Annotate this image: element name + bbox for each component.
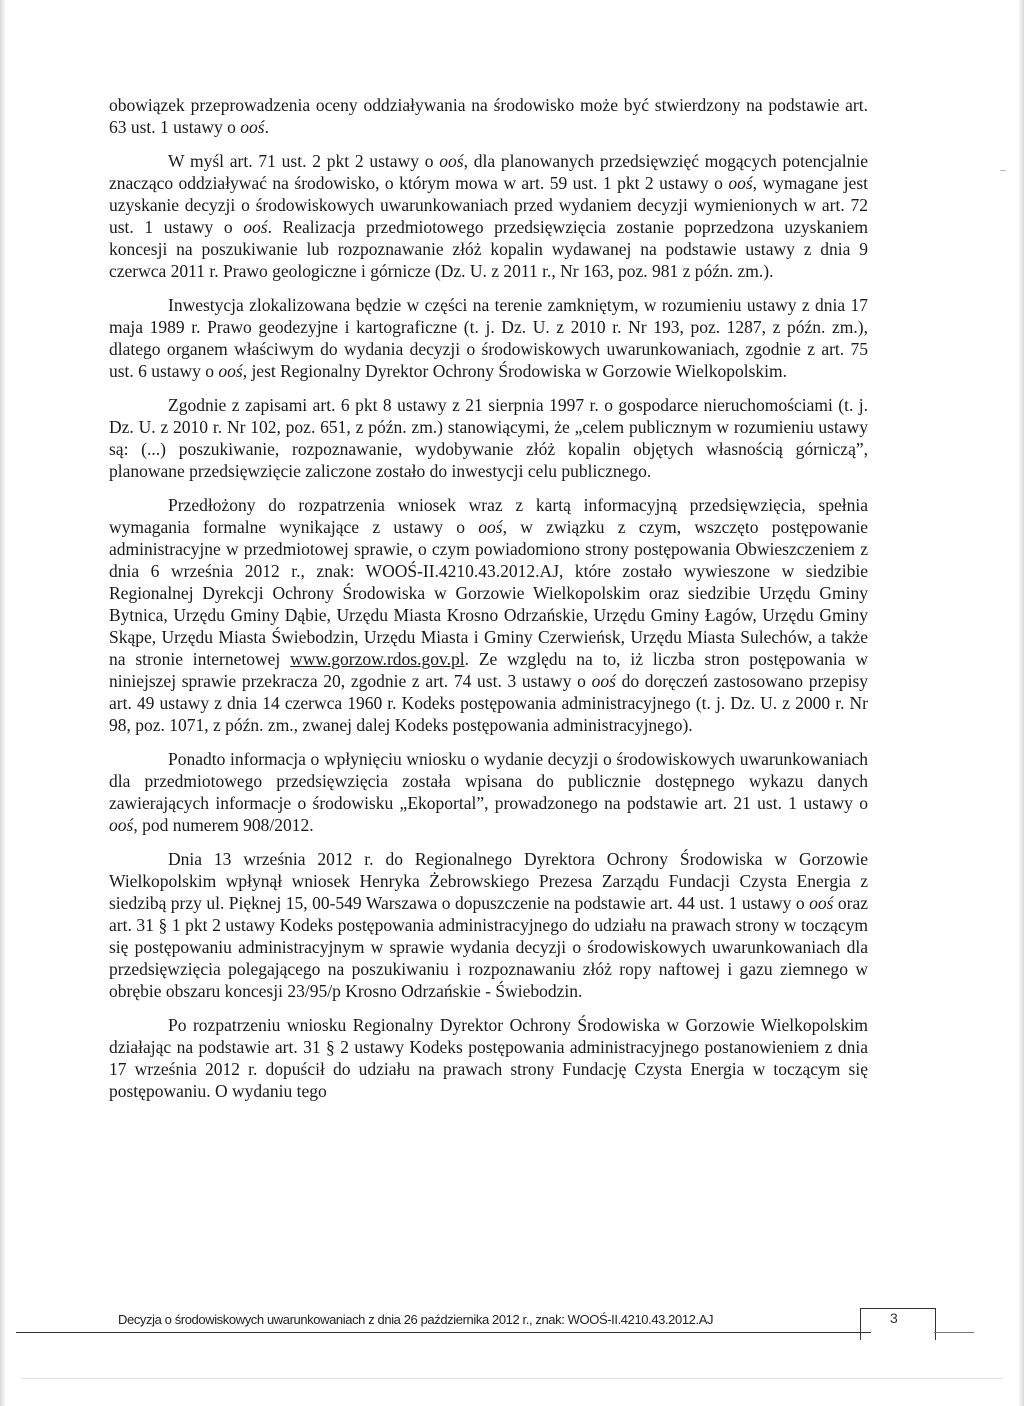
page-number-box — [860, 1308, 936, 1340]
scan-mark — [1000, 170, 1006, 171]
paragraph — [109, 748, 868, 836]
scan-mark — [22, 1378, 1002, 1379]
text-run: . — [264, 117, 269, 137]
paragraph — [109, 94, 868, 138]
text-run: Dnia 13 września 2012 r. do Regionalnego Dyrektora Ochrony Środowiska w Gorzowie Wielkopolskim wpłynął wniosek Henryka Żebrowskiego Prezesa Zarządu Fundacji Czysta Energia z siedzibą przy ul. Pięknej 15, 00-549 Warszawa o dopuszczenie na podstawie art. 44 ust. 1 ustawy o — [109, 849, 868, 913]
text-run: Inwestycja zlokalizowana będzie w części na terenie zamkniętym, w rozumieniu ustawy z dnia 17 maja 1989 r. Prawo geodezyjne i kartograficzne (t. j. Dz. U. z 2010 r. Nr 193, poz. 1287, z późn. zm.), dlatego organem właściwym do wydania decyzji o środowiskowych uwarunkowaniach, zgodnie z art. 75 ust. 6 ustawy o — [109, 295, 868, 381]
text-run: W myśl art. 71 ust. 2 pkt 2 ustawy o — [168, 151, 440, 171]
text-run: Ponadto informacja o wpłynięciu wniosku o wydanie decyzji o środowiskowych uwarunkowaniach dla przedmiotowego przedsięwzięcia została wpisana do publicznie dostępnego wykazu danych zawierających informacje o środowisku „Ekoportal”, prowadzonego na podstawie art. 21 ust. 1 ustawy o — [109, 749, 868, 813]
italic-abbreviation: ooś — [439, 151, 464, 171]
text-run: , jest Regionalny Dyrektor Ochrony Środowiska w Gorzowie Wielkopolskim. — [242, 361, 787, 381]
page-footer — [0, 1306, 1024, 1346]
paragraph — [109, 150, 868, 282]
italic-abbreviation: ooś — [243, 217, 268, 237]
text-run: do doręczeń zastosowano przepisy art. 49 ustawy z dnia 14 czerwca 1960 r. Kodeks postępowania administracyjnego (t. j. Dz. U. z 2000 r. Nr 98, poz. 1071, z późn. zm., zwanej dalej Kodeks postępowania administracyjnego). — [109, 671, 868, 735]
italic-abbreviation: ooś — [109, 815, 134, 835]
text-run: . Realizacja przedmiotowego przedsięwzięcia zostanie poprzedzona uzyskaniem koncesji na poszukiwanie lub rozpoznawanie złóż kopalin wydawanej na podstawie ustawy z dnia 9 czerwca 2011 r. Prawo geologiczne i górnicze (Dz. U. z 2011 r., Nr 163, poz. 981 z późn. zm.). — [109, 217, 869, 281]
italic-abbreviation: ooś — [809, 893, 834, 913]
scan-edge-left — [0, 0, 6, 1406]
text-run: , dla planowanych przedsięwzięć mogących potencjalnie znacząco oddziaływać na środowisko, o którym mowa w art. 59 ust. 1 pkt 2 ustawy o — [109, 151, 868, 193]
italic-abbreviation: ooś — [591, 671, 616, 691]
italic-abbreviation: ooś — [728, 173, 753, 193]
italic-abbreviation: ooś — [478, 517, 503, 537]
italic-abbreviation: ooś — [240, 117, 265, 137]
footer-rule-tail — [934, 1332, 974, 1333]
italic-abbreviation: ooś — [218, 361, 243, 381]
website-link[interactable]: www.gorzow.rdos.gov.pl — [290, 649, 465, 669]
text-run: Po rozpatrzeniu wniosku Regionalny Dyrektor Ochrony Środowiska w Gorzowie Wielkopolskim działając na podstawie art. 31 § 2 ustawy Kodeks postępowania administracyjnego postanowieniem z dnia 17 września 2012 r. dopuścił do udziału na prawach strony Fundację Czysta Energia w toczącym się postępowaniu. O wydaniu tego — [109, 1015, 868, 1101]
document-body — [109, 94, 868, 1114]
paragraph — [109, 848, 868, 1002]
text-run: obowiązek przeprowadzenia oceny oddziaływania na środowisko może być stwierdzony na podstawie art. 63 ust. 1 ustawy o — [109, 95, 868, 137]
text-run: , pod numerem 908/2012. — [133, 815, 314, 835]
text-run: Zgodnie z zapisami art. 6 pkt 8 ustawy z 21 sierpnia 1997 r. o gospodarce nieruchomościami (t. j. Dz. U. z 2010 r. Nr 102, poz. 651, z późn. zm.) stanowiącymi, że „celem publicznym w rozumieniu ustawy są: (...) poszukiwanie, rozpoznawanie, wydobywanie złóż kopalin objętych własnością górniczą”, planowane przedsięwzięcie zaliczone zostało do inwestycji celu publicznego. — [109, 395, 868, 481]
scan-edge-right — [1018, 0, 1024, 1406]
text-run: oraz art. 31 § 1 pkt 2 ustawy Kodeks postępowania administracyjnego do udziału na prawach strony w toczącym się postępowaniu administracyjnym w sprawie wydania decyzji o środowiskowych uwarunkowaniach dla przedsięwzięcia polegającego na poszukiwaniu i rozpoznawaniu złóż ropy naftowej i gazu ziemnego w obrębie obszaru koncesji 23/95/p Krosno Odrzańskie - Świebodzin. — [109, 893, 868, 1001]
paragraph — [109, 1014, 868, 1102]
paragraph — [109, 494, 868, 736]
footer-reference: Decyzja o środowiskowych uwarunkowaniach z dnia 26 października 2012 r., znak: WOOŚ-II.4210.43.2012.AJ — [118, 1312, 714, 1327]
page-number: 3 — [890, 1310, 898, 1326]
text-run: Przedłożony do rozpatrzenia wniosek wraz z kartą informacyjną przedsięwzięcia, spełnia wymagania formalne wynikające z ustawy o — [109, 495, 868, 537]
text-run: . Ze względu na to, iż liczba stron postępowania w niniejszej sprawie przekracza 20, zgodnie z art. 74 ust. 3 ustawy o — [109, 649, 868, 691]
footer-rule — [16, 1332, 871, 1333]
text-run: , wymagane jest uzyskanie decyzji o środowiskowych uwarunkowaniach przed wydaniem decyzji wymienionych w art. 72 ust. 1 ustawy o — [109, 173, 868, 237]
paragraph — [109, 294, 868, 382]
text-run: , w związku z czym, wszczęto postępowanie administracyjne w przedmiotowej sprawie, o czym powiadomiono strony postępowania Obwieszczeniem z dnia 6 września 2012 r., znak: WOOŚ-II.4210.43.2012.AJ, które zostało wywieszone w siedzibie Regionalnej Dyrekcji Ochrony Środowiska w Gorzowie Wielkopolskim oraz siedzibie Urzędu Gminy Bytnica, Urzędu Gminy Dąbie, Urzędu Miasta Krosno Odrzańskie, Urzędu Gminy Łagów, Urzędu Gminy Skąpe, Urzędu Miasta Świebodzin, Urzędu Miasta i Gminy Czerwieńsk, Urzędu Miasta Sulechów, a także na stronie internetowej — [109, 517, 868, 669]
paragraph — [109, 394, 868, 482]
